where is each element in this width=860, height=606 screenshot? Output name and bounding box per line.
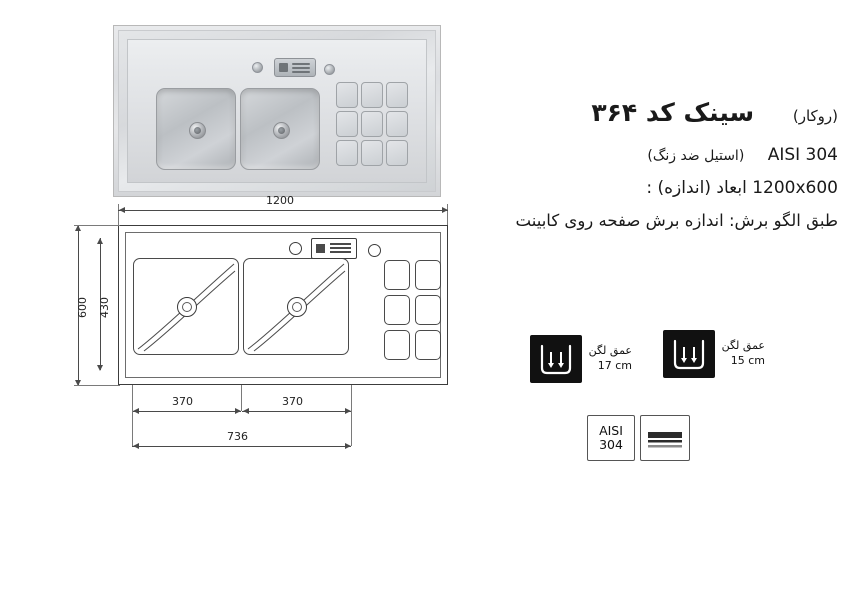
page-title: سینک کد ۳۶۴ [591, 98, 755, 127]
ext-line-600-bottom [74, 385, 120, 386]
plan-drain-left [177, 297, 197, 317]
spec-material [448, 145, 838, 165]
dim-label-height-430: 430 [98, 297, 111, 318]
product-text-block [448, 98, 838, 243]
photo-drain-right [273, 122, 290, 139]
dim-line-width-1200 [118, 210, 448, 211]
dim-line-bowl-right-370 [242, 411, 351, 412]
product-photo [113, 25, 441, 197]
arrow-left-370b [243, 408, 249, 414]
plan-drainboard-grid [384, 260, 441, 360]
arrow-up-430 [97, 238, 103, 244]
photo-surface [118, 30, 436, 192]
dim-label-total: 736 [227, 430, 248, 443]
bowl-depth-glyph [530, 335, 582, 383]
technical-drawing [70, 194, 470, 470]
product-title-row [448, 98, 838, 127]
dim-line-total-736 [132, 446, 351, 447]
plan-tap-hole [289, 242, 302, 255]
arrow-right-370a [235, 408, 241, 414]
dim-label-height-600: 600 [76, 297, 89, 318]
badge-caption-left [589, 344, 632, 374]
photo-drain-left [189, 122, 206, 139]
ext-line-600-top [74, 225, 120, 226]
photo-basin-left [156, 88, 236, 170]
spec-dimensions-value: 1200x600 [752, 178, 838, 198]
ext-line-370-c [351, 385, 352, 411]
badge-caption-right [722, 339, 765, 369]
badge-caption-left-value: 17 cm [597, 359, 632, 372]
photo-sink-rim [127, 39, 427, 183]
ext-line-370-b [241, 385, 242, 411]
steel-plate-glyph [641, 416, 689, 460]
bowl-depth-icon [663, 330, 715, 378]
badge-bowl-depth-right [663, 330, 765, 378]
dim-label-width: 1200 [266, 194, 294, 207]
arrow-left-1200 [119, 207, 125, 213]
arrow-left-370a [133, 408, 139, 414]
ext-line-736-right [351, 411, 352, 446]
spec-cut-note: طبق الگو برش: اندازه برش صفحه روی کابینت [515, 211, 838, 230]
feature-badges [465, 330, 765, 470]
aisi-badge-line1: AISI [599, 422, 623, 438]
spec-dimensions-label: ابعاد (اندازه) : [646, 178, 747, 198]
aisi-badge-line2: 304 [599, 437, 623, 452]
spec-material-label: (استیل ضد زنگ) [647, 148, 745, 164]
ext-line-736-left [132, 411, 133, 446]
plan-basin-left [133, 258, 239, 355]
spec-material-code: AISI 304 [767, 145, 838, 165]
arrow-right-736 [345, 443, 351, 449]
arrow-down-430 [97, 365, 103, 371]
plan-control-plate [311, 238, 357, 259]
bowl-depth-glyph [663, 330, 715, 378]
photo-basin-right [240, 88, 320, 170]
product-title-note: (روکار) [792, 107, 838, 125]
steel-plate-icon [640, 415, 690, 461]
bowl-depth-icon [530, 335, 582, 383]
badge-caption-left-label: عمق لگن [588, 344, 632, 358]
photo-accessory-hole [324, 64, 335, 75]
badge-bowl-depth-left [530, 335, 632, 383]
dim-label-bowl-left: 370 [172, 395, 193, 408]
spec-dimensions [448, 178, 838, 198]
arrow-left-736 [133, 443, 139, 449]
dim-line-bowl-left-370 [132, 411, 241, 412]
plan-view-body [118, 225, 448, 385]
plan-accessory-hole [368, 244, 381, 257]
aisi-badge-icon [587, 415, 635, 461]
badge-caption-right-value: 15 cm [730, 354, 765, 367]
plan-drain-right [287, 297, 307, 317]
plan-basin-right [243, 258, 349, 355]
dim-label-bowl-right: 370 [282, 395, 303, 408]
badge-caption-right-label: عمق لگن [721, 339, 765, 353]
photo-drainboard-grid [336, 82, 408, 166]
photo-control-plate [274, 58, 316, 77]
photo-tap-hole [252, 62, 263, 73]
